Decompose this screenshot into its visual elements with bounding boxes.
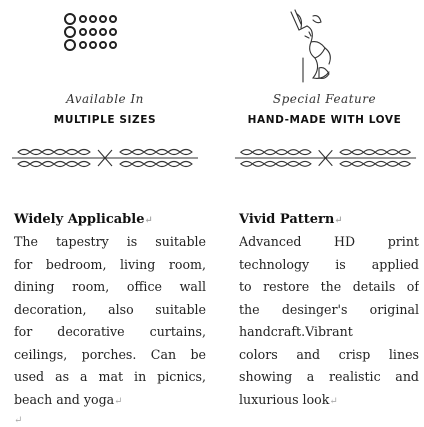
left-paragraph <box>14 231 206 427</box>
hand-drawing-icon <box>285 8 347 88</box>
right-line-last: luxurious look↵ <box>239 391 338 407</box>
right-line: Advanced HD print <box>239 234 419 249</box>
left-script-title: Available In <box>66 92 144 106</box>
paragraph-mark: ↵ <box>334 215 343 226</box>
left-line: used as a mat in picnics, <box>14 369 206 384</box>
left-line-last: beach and yoga↵ <box>14 391 123 407</box>
size-circles-icon <box>64 12 119 51</box>
right-line: handcraft.Vibrant <box>239 324 353 339</box>
right-section-heading <box>239 212 343 227</box>
right-paragraph <box>239 231 419 411</box>
laurel-ornament-icon <box>233 141 418 175</box>
left-line: for bedroom, living room, <box>14 256 206 272</box>
paragraph-mark: ↵ <box>144 215 153 226</box>
left-line: dining room, office wall <box>14 279 206 294</box>
left-line: ceilings, porches. Can be <box>14 346 206 362</box>
left-line: for decorative curtains, <box>14 324 206 339</box>
right-script-title: Special Feature <box>272 92 377 106</box>
left-heading-text: Widely Applicable <box>14 212 145 227</box>
left-section-heading <box>14 212 153 227</box>
right-line: colors and crisp lines <box>239 346 419 362</box>
right-line: showing a realistic and <box>239 369 419 384</box>
right-line: technology is applied <box>239 256 419 272</box>
empty-paragraph-mark: ↵ <box>14 415 23 426</box>
left-caps-title: MULTIPLE SIZES <box>53 114 157 126</box>
right-caps-title: HAND-MADE WITH LOVE <box>247 114 402 126</box>
right-line: to restore the details of <box>239 279 419 294</box>
right-line: the desinger's original <box>239 301 419 317</box>
left-line: decoration, also suitable <box>14 301 206 317</box>
laurel-ornament-icon <box>10 141 200 175</box>
left-line: The tapestry is suitable <box>14 234 206 249</box>
right-heading-text: Vivid Pattern <box>239 212 335 227</box>
